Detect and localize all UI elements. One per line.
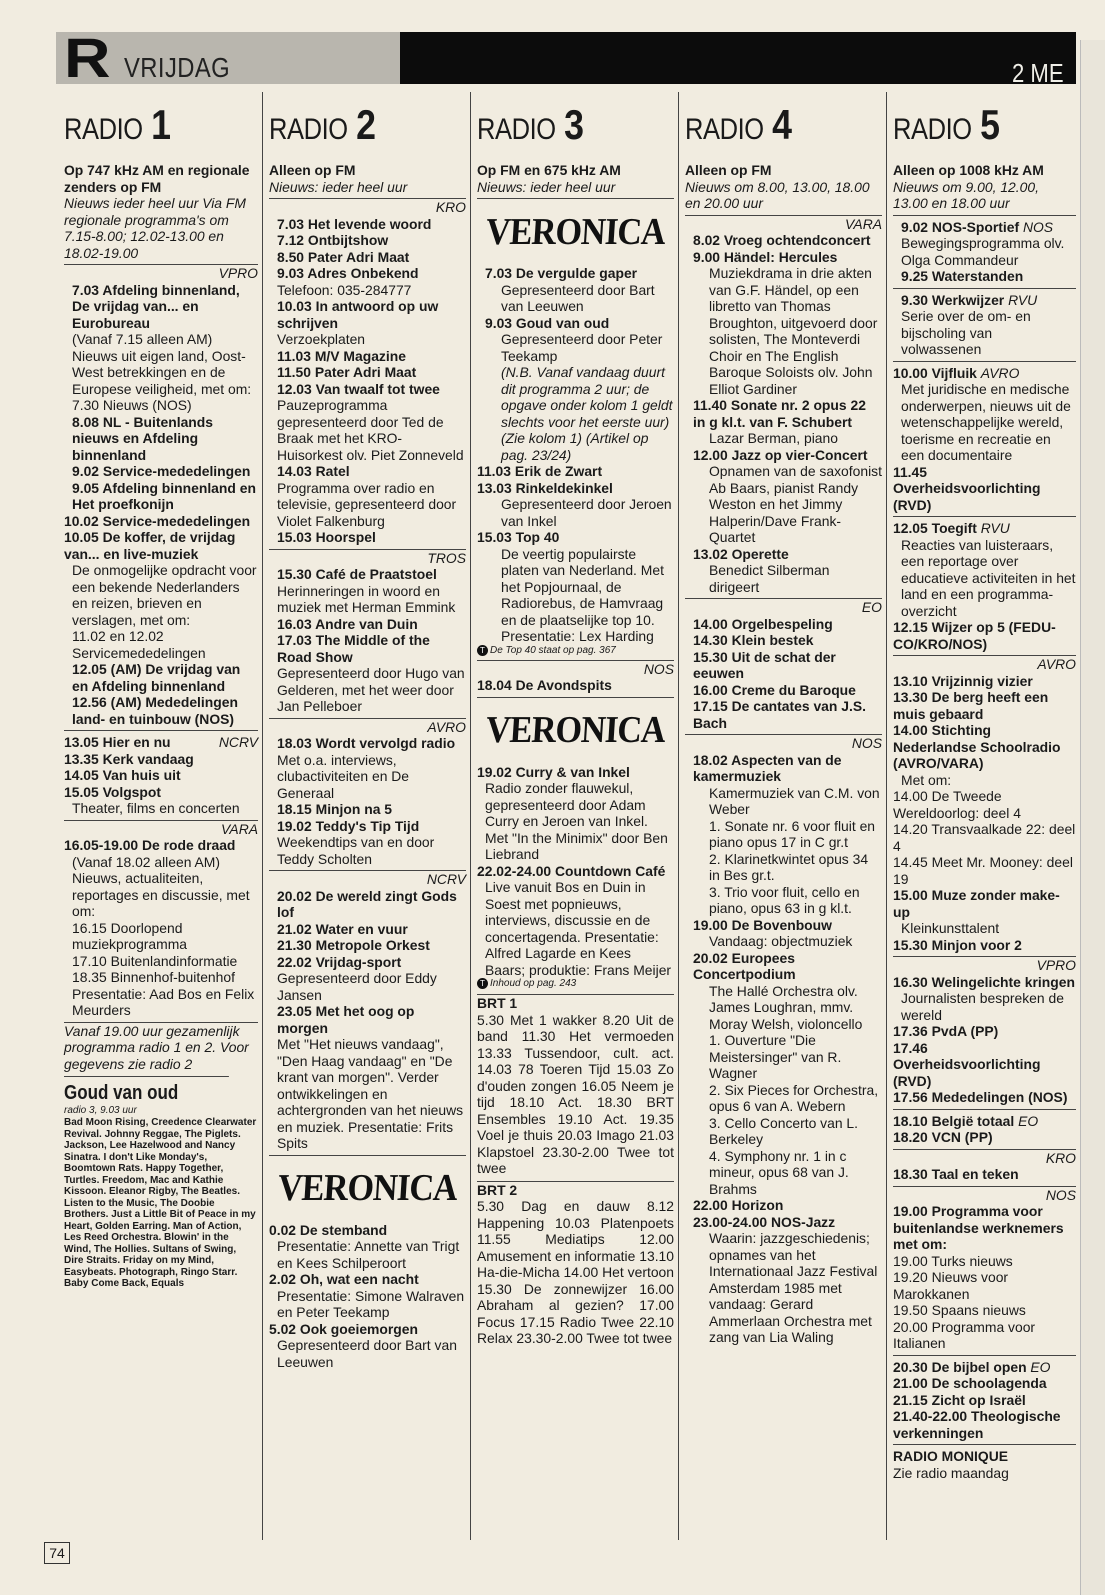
- program-subitem: 14.20 Transvaalkade 22: deel 4: [893, 821, 1076, 854]
- broadcaster-label: NOS: [477, 660, 674, 678]
- program-description: Programma over radio en televisie, gepresenteerd door Violet Falkenburg: [277, 479, 457, 529]
- program-description: Presentatie: Annette van Trigt en Kees Schilperoort: [277, 1238, 460, 1271]
- broadcaster-label: NOS: [893, 1186, 1076, 1204]
- program-description: Radio zonder flauwekul, gepresenteerd door Adam Curry en Jeroen van Inkel. Met "In the Minimix" door Ben Liebrand: [485, 780, 668, 863]
- program-item: 7.03 Afdeling binnenland, De vrijdag van... en Eurobureau: [72, 281, 240, 331]
- program-subitem: 2. Klarinetkwintet opus 34 in Bes gr.t.: [709, 850, 869, 883]
- program-description: Pauzeprogramma gepresenteerd door Ted de Braak met het KRO-Huisorkest olv. Piet Zonneveld: [277, 397, 464, 463]
- program-description: Gepresenteerd door Peter Teekamp: [501, 331, 663, 364]
- program-item: 12.03 Van twaalf tot twee: [277, 380, 440, 397]
- page-reference: T De Top 40 staat op pag. 367: [477, 645, 674, 657]
- broadcaster-label: VPRO: [893, 956, 1076, 974]
- program-item: 15.03 Top 40: [477, 529, 560, 545]
- program-item: 17.03 The Middle of the Road Show: [277, 632, 430, 665]
- program-description: Met "Het nieuws vandaag", "Den Haag vandaag" en "De krant van morgen". Verder ontwikkelingen en achtergronden van het nieuws en muziek. Presentatie: Frits Spits: [277, 1036, 464, 1151]
- program-item: 14.03 Ratel: [277, 463, 350, 479]
- program-item: 13.03 Rinkeldekinkel: [477, 479, 613, 496]
- program-description: Benedict Silberman dirigeert: [709, 562, 830, 595]
- broadcaster-label: AVRO: [269, 718, 466, 736]
- program-item: 8.08 NL - Buitenlands nieuws en Afdeling binnenland: [72, 413, 213, 463]
- program-item: 16.00 Creme du Baroque: [693, 681, 856, 698]
- column-radio-1: [58, 92, 262, 1540]
- page-number: 74: [44, 1542, 70, 1564]
- column-title: RADIO 4: [685, 101, 792, 148]
- frequency-info: Op FM en 675 kHz AM: [477, 162, 621, 178]
- program-description: Met juridische en medische onderwerpen, nieuws uit de wetenschappelijke wereld, toerisme en recreatie en een documentaire: [901, 381, 1071, 463]
- broadcaster-label: EO: [685, 598, 882, 616]
- program-item: 22.02 Vrijdag-sport: [277, 953, 402, 970]
- program-description: Theater, films en concerten: [72, 800, 240, 816]
- program-item: 18.04 De Avondspits: [477, 677, 612, 694]
- broadcaster-label: VARA: [685, 215, 882, 233]
- program-item: 10.05 De koffer, de vrijdag van... en live-muziek: [64, 529, 236, 562]
- column-radio-3: [470, 92, 678, 1540]
- brt1-header: BRT 1: [477, 994, 674, 1012]
- brt1-schedule: 5.30 Met 1 wakker 8.20 Uit de band 11.30 Het vermoeden 13.33 Tussendoor, cult. act. 14.03 78 Toeren Tijd 15.03 Zo d'ouden zongen 16.05 Neem je tijd 18.10 Act. 18.30 BRT Ensembles 19.10 Act. 19.35 Voel je thuis 20.03 Imago 21.03 Klapstoel 23.30-2.00 Twee tot twee: [477, 1011, 674, 1177]
- program-item: 18.20 VCN (PP): [893, 1129, 993, 1145]
- program-item: 9.00 Händel: Hercules: [693, 248, 838, 265]
- program-item: 15.05 Volgspot: [64, 783, 162, 800]
- program-item: 20.30 De bijbel open EO: [893, 1358, 1051, 1375]
- program-description: Kamermuziek van C.M. von Weber: [709, 784, 880, 817]
- program-item: 9.25 Waterstanden: [901, 268, 1024, 284]
- program-item: 15.00 Muze zonder make-up: [893, 887, 1060, 920]
- program-item: 18.30 Taal en teken: [893, 1166, 1019, 1182]
- program-item: 21.40-22.00 Theologische verkenningen: [893, 1408, 1061, 1441]
- program-item: 21.30 Metropole Orkest: [277, 937, 430, 953]
- program-item: 7.12 Ontbijtshow: [277, 232, 389, 248]
- program-item: 20.02 Europees Concertpodium: [693, 949, 796, 982]
- program-item: 19.02 Teddy's Tip Tijd: [277, 817, 420, 834]
- program-item: 14.00 Orgelbespeling: [693, 615, 833, 632]
- program-subitem: 1. Ouverture "Die Meistersinger" van R. Wagner: [709, 1032, 842, 1081]
- program-subitem: 11.02 en 12.02 Servicemededelingen: [72, 628, 206, 661]
- program-description: The Hallé Orchestra olv. James Loughran, mmv. Moray Welsh, violoncello: [709, 982, 863, 1032]
- program-description: Kleinkunsttalent: [901, 920, 1000, 936]
- program-item: 7.03 De vergulde gaper: [485, 265, 638, 281]
- program-item: 12.05 (AM) De vrijdag van en Afdeling binnenland: [72, 661, 241, 694]
- program-item: 14.30 Klein bestek: [693, 632, 814, 648]
- t-icon: T: [477, 978, 488, 989]
- program-description: De veertig populairste platen van Nederland. Met het Popjournaal, de Radiorebus, de Hamvraag en de plaatselijke top 10. Presentatie: Lex Harding: [501, 545, 664, 644]
- program-item: 9.03 Adres Onbekend: [277, 265, 419, 281]
- column-title: RADIO 1: [64, 101, 171, 148]
- program-item: 14.00 Stichting Nederlandse Schoolradio (AVRO/VARA): [893, 722, 1061, 771]
- news-info: Nieuws ieder heel uur Via FM regionale programma's om 7.15-8.00; 12.02-13.00 en 18.02-19.00: [64, 195, 246, 261]
- broadcaster-label: VARA: [64, 820, 258, 838]
- program-item: 13.30 De berg heeft een muis gebaard: [893, 689, 1049, 722]
- next-page-edge: 2 ME: [1012, 58, 1064, 88]
- news-info: Nieuws: ieder heel uur: [477, 178, 616, 195]
- program-item: 18.02 Aspecten van de kamermuziek: [693, 751, 842, 784]
- news-info: Nieuws: ieder heel uur: [269, 178, 408, 195]
- program-subitem: 4. Symphony nr. 1 in c mineur, opus 68 van J. Brahms: [709, 1147, 849, 1197]
- program-item: 13.02 Operette: [693, 545, 789, 562]
- program-description: Bewegingsprogramma olv. Olga Commandeur: [901, 235, 1065, 268]
- program-description: Presentatie: Aad Bos en Felix Meurders: [72, 985, 255, 1018]
- program-item: 9.30 Werkwijzer RVU: [901, 291, 1038, 308]
- veronica-logo: VERONICA: [276, 1167, 459, 1210]
- program-description: Reacties van luisteraars, een reportage over educatieve activiteiten in het land en een programma-overzicht: [901, 536, 1076, 619]
- program-item: 23.05 Met het oog op morgen: [277, 1003, 415, 1036]
- broadcaster-label: NCRV: [269, 870, 466, 888]
- t-icon: T: [477, 645, 488, 656]
- program-description: Journalisten bespreken de wereld: [901, 990, 1064, 1023]
- program-item: RADIO MONIQUE: [893, 1448, 1008, 1464]
- program-description: Herinneringen in woord en muziek met Herman Emmink: [277, 582, 456, 615]
- program-description: Met om:: [901, 771, 952, 788]
- broadcaster-label: KRO: [893, 1149, 1076, 1167]
- column-radio-4: [678, 92, 886, 1540]
- program-description: Zie radio maandag: [893, 1464, 1009, 1481]
- program-item: 21.15 Zicht op Israël: [893, 1391, 1026, 1408]
- program-item: 16.30 Welingelichte kringen: [893, 973, 1075, 990]
- program-item: 9.02 NOS-Sportief NOS: [901, 218, 1054, 235]
- broadcaster-label: AVRO: [893, 655, 1076, 673]
- program-description: (Vanaf 7.15 alleen AM) Nieuws uit eigen land, Oost-West betrekkingen en de Europese veiligheid, met om:: [72, 331, 252, 397]
- program-subitem: 2. Six Pieces for Orchestra, opus 6 van A. Webern: [709, 1081, 879, 1114]
- program-item: 11.45 Overheidsvoorlichting (RVD): [893, 463, 1041, 513]
- program-description: Gepresenteerd door Eddy Jansen: [277, 970, 437, 1003]
- program-item: 22.02-24.00 Countdown Café: [477, 862, 666, 879]
- program-item: 11.40 Sonate nr. 2 opus 22 in g kl.t. van F. Schubert: [693, 397, 866, 430]
- page-reference: T Inhoud op pag. 243: [477, 978, 674, 990]
- program-item: 19.02 Curry & van Inkel: [477, 763, 630, 780]
- brt2-schedule: 5.30 Dag en dauw 8.12 Happening 10.03 Platenpoets 11.55 Mediatips 12.00 Amusement en informatie 13.10 Ha-die-Micha 14.00 Het vertoon 15.30 De zonnewijzer 16.00 Abraham al gezien? 17.00 Focus 17.15 Radio Twee 22.10 Relax 23.30-2.00 Twee tot twee: [477, 1198, 674, 1347]
- program-description: Gepresenteerd door Bart van Leeuwen: [501, 281, 655, 314]
- frequency-info: Alleen op FM: [269, 162, 356, 178]
- program-item: 11.50 Pater Adri Maat: [277, 364, 417, 380]
- column-title: RADIO 5: [893, 101, 1000, 148]
- program-description: Presentatie: Simone Walraven en Peter Teekamp: [277, 1287, 465, 1320]
- program-subitem: 14.45 Meet Mr. Mooney: deel 19: [893, 854, 1073, 887]
- program-item: 2.02 Oh, wat een nacht: [269, 1271, 419, 1287]
- program-item: 0.02 De stemband: [269, 1221, 388, 1238]
- program-description: Met o.a. interviews, clubactiviteiten en De Generaal: [277, 751, 410, 801]
- program-item: 11.03 Erik de Zwart: [477, 463, 603, 479]
- program-item: 5.02 Ook goeiemorgen: [269, 1320, 418, 1337]
- program-description: Verzoekplaten: [277, 331, 366, 347]
- program-subitem: 19.00 Turks nieuws: [893, 1252, 1013, 1269]
- program-item: 19.00 De Bovenbouw: [693, 916, 832, 933]
- program-item: 15.30 Café de Praatstoel: [277, 566, 437, 582]
- frequency-info: Alleen op 1008 kHz AM: [893, 162, 1044, 178]
- frequency-info: Alleen op FM: [685, 162, 772, 178]
- program-description: Opnamen van de saxofonist Ab Baars, pianist Randy Weston en het Jimmy Halperin/Dave Frank-Quartet: [709, 463, 882, 545]
- program-subitem: 19.20 Nieuws voor Marokkanen: [893, 1269, 1009, 1302]
- program-subitem: 20.00 Programma voor Italianen: [893, 1318, 1036, 1351]
- program-item: 10.03 In antwoord op uw schrijven: [277, 298, 439, 331]
- note: Vanaf 19.00 uur gezamenlijk programma radio 1 en 2. Voor gegevens zie radio 2: [64, 1022, 258, 1073]
- program-item: 14.05 Van huis uit: [64, 767, 181, 783]
- program-description: Weekendtips van en door Teddy Scholten: [277, 834, 435, 867]
- program-item: 13.05 Hier en nu NCRV: [64, 734, 258, 750]
- goud-van-oud-subtitle: radio 3, 9.03 uur: [64, 1105, 137, 1116]
- program-item: 10.00 Vijfluik AVRO: [893, 364, 1020, 381]
- broadcaster-label: KRO: [269, 198, 466, 216]
- program-item: 15.03 Hoorspel: [277, 529, 376, 545]
- program-item: 10.02 Service-mededelingen: [64, 512, 251, 529]
- column-title: RADIO 2: [269, 101, 376, 148]
- broadcaster-label: VPRO: [64, 264, 258, 282]
- program-subitem: 1. Sonate nr. 6 voor fluit en piano opus 17 in C gr.t: [709, 817, 876, 850]
- program-item: 11.03 M/V Magazine: [277, 347, 406, 364]
- news-info: Nieuws om 8.00, 13.00, 18.00 en 20.00 uur: [685, 178, 870, 211]
- program-item: 23.00-24.00 NOS-Jazz: [693, 1213, 836, 1230]
- program-item: 18.10 België totaal EO: [893, 1112, 1039, 1129]
- section-letter: R: [64, 26, 111, 89]
- program-item: 17.15 De cantates van J.S. Bach: [693, 698, 866, 731]
- day-label: VRIJDAG: [124, 52, 231, 83]
- program-item: 9.05 Afdeling binnenland en Het proefkonijn: [72, 479, 256, 512]
- column-title: RADIO 3: [477, 101, 584, 148]
- program-description: Telefoon: 035-284777: [277, 281, 412, 298]
- broadcaster-label: TROS: [269, 549, 466, 567]
- program-subitem: 19.50 Spaans nieuws: [893, 1302, 1026, 1318]
- program-item: 15.30 Uit de schat der eeuwen: [693, 648, 836, 681]
- program-item: 17.46 Overheidsvoorlichting (RVD): [893, 1039, 1041, 1089]
- frequency-info: Op 747 kHz AM en regionale zenders op FM: [64, 162, 250, 195]
- adjacent-page-edge: [1080, 40, 1105, 1595]
- program-description: Serie over de om- en bijscholing van volwassenen: [901, 308, 1031, 357]
- program-item: 13.35 Kerk vandaag: [64, 750, 194, 767]
- program-item: 9.03 Goud van oud: [485, 314, 610, 331]
- program-note: (N.B. Vanaf vandaag duurt dit programma 2 uur; de opgave onder kolom 1 geldt slechts voor het eerste uur) (Zie kolom 1) (Artikel op pag. 23/24): [501, 364, 673, 463]
- program-item: 17.56 Mededelingen (NOS): [893, 1089, 1068, 1105]
- program-subitem: 16.15 Doorlopend muziekprogramma: [72, 919, 188, 952]
- program-item: 8.02 Vroeg ochtendconcert: [693, 232, 871, 248]
- program-item: 8.50 Pater Adri Maat: [277, 248, 410, 265]
- column-radio-2: [262, 92, 470, 1540]
- program-subitem: 14.00 De Tweede Wereldoorlog: deel 4: [893, 788, 1021, 821]
- program-subitem: 17.10 Buitenlandinformatie: [72, 952, 238, 969]
- program-subitem: 3. Cello Concerto van L. Berkeley: [709, 1114, 859, 1147]
- program-item: 12.05 Toegift RVU: [893, 520, 1010, 536]
- veronica-logo: VERONICA: [484, 210, 667, 253]
- program-description: (Vanaf 18.02 alleen AM) Nieuws, actualiteiten, reportages en discussie, met om:: [72, 853, 250, 919]
- program-item: 9.02 Service-mededelingen: [72, 463, 251, 479]
- goud-van-oud-playlist: Bad Moon Rising, Creedence Clearwater Revival. Johnny Reggae, The Piglets. Jackson, Lee Hazelwood and Nancy Sinatra. I don't Like Monday's, Boomtown Rats. Happy Together, Turtles. Freedom, Mac and Kathie Kissoon. Eleanor Rigby, The Beatles. Listen to the Music, The Doobie Brothers. Just a Little Bit of Peace in my Heart, Golden Earring. Man of Action, Les Reed Orchestra. Blowin' in the Wind, The Hollies. Sultans of Swing, Dire Straits. Friday on my Mind, Easybeats. Photograph, Ringo Starr. Baby Come Back, Equals: [64, 1117, 257, 1289]
- program-item: 12.15 Wijzer op 5 (FEDU-CO/KRO/NOS): [893, 619, 1056, 652]
- program-item: 7.03 Het levende woord: [277, 215, 432, 232]
- program-item: 12.00 Jazz op vier-Concert: [693, 446, 868, 463]
- program-description: Gepresenteerd door Bart van Leeuwen: [277, 1337, 457, 1370]
- brt2-header: BRT 2: [477, 1181, 674, 1199]
- program-item: 16.05-19.00 De rode draad: [64, 837, 236, 853]
- news-info: Nieuws om 9.00, 12.00, 13.00 en 18.00 uur: [893, 178, 1039, 211]
- program-description: Gepresenteerd door Jeroen van Inkel: [501, 496, 672, 529]
- program-subitem: 7.30 Nieuws (NOS): [72, 397, 192, 413]
- goud-van-oud-title: Goud van oud: [64, 1076, 229, 1105]
- program-item: 18.03 Wordt vervolgd radio: [277, 735, 456, 751]
- program-description: Lazar Berman, piano: [709, 430, 838, 446]
- program-item: 22.00 Horizon: [693, 1197, 784, 1213]
- program-description: Waarin: jazzgeschiedenis; opnames van het Internationaal Jazz Festival Amsterdam 1985 met vandaag: Gerard Ammerlaan Orchestra met zang van Lia Waling: [709, 1230, 878, 1345]
- program-item: 13.10 Vrijzinnig vizier: [893, 672, 1033, 689]
- program-item: 20.02 De wereld zingt Gods lof: [277, 887, 457, 920]
- program-subitem: 3. Trio voor fluit, cello en piano, opus 63 in g kl.t.: [709, 883, 860, 916]
- program-item: 17.36 PvdA (PP): [893, 1023, 999, 1039]
- program-item: 21.00 De schoolagenda: [893, 1375, 1047, 1391]
- program-item: 12.56 (AM) Mededelingen land- en tuinbouw (NOS): [72, 694, 238, 727]
- veronica-logo: VERONICA: [484, 709, 667, 752]
- program-item: 16.03 Andre van Duin: [277, 615, 418, 632]
- program-description: De onmogelijke opdracht voor een bekende Nederlanders en reizen, brieven en verslagen, met om:: [72, 562, 257, 628]
- program-item: 18.15 Minjon na 5: [277, 801, 393, 817]
- program-item: 15.30 Minjon voor 2: [893, 936, 1022, 953]
- column-radio-5: [886, 92, 1080, 1540]
- program-subitem: 18.35 Binnenhof-buitenhof: [72, 969, 235, 985]
- program-description: Live vanuit Bos en Duin in Soest met popnieuws, interviews, discussie en de concertagenda. Presentatie: Alfred Lagarde en Kees Baars; produktie: Frans Meijer: [485, 879, 672, 978]
- program-item: 19.00 Programma voor buitenlandse werknemers met om:: [893, 1203, 1064, 1252]
- broadcaster-label: NOS: [685, 734, 882, 752]
- program-item: 21.02 Water en vuur: [277, 920, 408, 937]
- program-description: Vandaag: objectmuziek: [709, 933, 853, 949]
- program-description: Muziekdrama in drie akten van G.F. Händel, op een libretto van Thomas Broughton, uitgevoerd door solisten, The Monteverdi Choir en The English Baroque Soloists olv. John Elliot Gardiner: [709, 265, 878, 397]
- program-description: Gepresenteerd door Hugo van Gelderen, met het weer door Jan Pelleboer: [277, 665, 465, 714]
